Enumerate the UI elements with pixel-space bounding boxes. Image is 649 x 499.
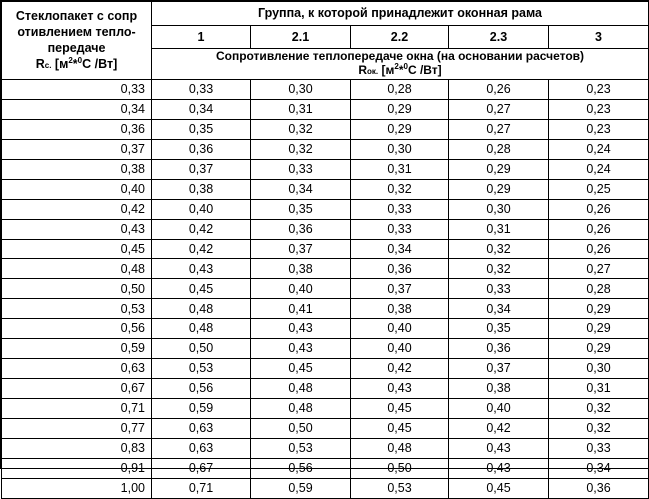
window-resistance-cell: 0,37 — [449, 359, 549, 379]
window-resistance-cell: 0,31 — [549, 379, 649, 399]
window-resistance-cell: 0,29 — [549, 299, 649, 319]
window-resistance-cell: 0,31 — [351, 159, 449, 179]
table-body — [2, 80, 649, 499]
table-row — [2, 418, 649, 438]
heat-transfer-resistance-table — [1, 1, 649, 499]
window-resistance-cell: 0,36 — [549, 478, 649, 498]
glass-unit-value-cell: 0,36 — [2, 119, 152, 139]
window-resistance-cell: 0,35 — [449, 319, 549, 339]
window-resistance-cell: 0,48 — [152, 299, 251, 319]
window-resistance-cell: 0,45 — [351, 418, 449, 438]
window-resistance-cell: 0,42 — [351, 359, 449, 379]
window-resistance-cell: 0,53 — [351, 478, 449, 498]
window-resistance-cell: 0,48 — [251, 379, 351, 399]
group-header-cell: 3 — [549, 26, 649, 49]
window-resistance-cell: 0,71 — [152, 478, 251, 498]
window-resistance-cell: 0,28 — [449, 139, 549, 159]
table-row — [2, 319, 649, 339]
window-resistance-cell: 0,24 — [549, 159, 649, 179]
window-resistance-cell: 0,38 — [152, 179, 251, 199]
glass-unit-value-cell: 0,40 — [2, 179, 152, 199]
window-resistance-cell: 0,36 — [351, 259, 449, 279]
window-resistance-cell: 0,48 — [152, 319, 251, 339]
window-resistance-cell: 0,33 — [351, 199, 449, 219]
corner-unit: Rс. [$м^2*^0С$ /Вт] — [35, 55, 118, 71]
window-resistance-cell: 0,31 — [449, 219, 549, 239]
window-resistance-cell: 0,33 — [351, 219, 449, 239]
table-row — [2, 179, 649, 199]
window-resistance-cell: 0,43 — [251, 339, 351, 359]
window-resistance-title-text: Сопротивление теплопередаче окна (на основании расчетов) — [215, 49, 585, 63]
window-resistance-cell: 0,43 — [449, 438, 549, 458]
window-resistance-cell: 0,34 — [152, 99, 251, 119]
window-resistance-cell: 0,38 — [251, 259, 351, 279]
table-row — [2, 399, 649, 419]
group-header-cell: 1 — [152, 26, 251, 49]
window-resistance-cell: 0,29 — [351, 119, 449, 139]
window-resistance-cell: 0,56 — [152, 379, 251, 399]
window-resistance-cell: 0,35 — [152, 119, 251, 139]
window-resistance-cell: 0,41 — [251, 299, 351, 319]
glass-unit-resistance-header — [2, 2, 152, 80]
glass-unit-value-cell: 0,83 — [2, 438, 152, 458]
window-resistance-cell: 0,36 — [449, 339, 549, 359]
window-resistance-cell: 0,32 — [251, 139, 351, 159]
glass-unit-value-cell: 0,91 — [2, 458, 152, 478]
table-row — [2, 199, 649, 219]
window-resistance-cell: 0,36 — [152, 139, 251, 159]
window-resistance-cell: 0,33 — [449, 279, 549, 299]
window-resistance-cell: 0,32 — [351, 179, 449, 199]
window-resistance-cell: 0,23 — [549, 99, 649, 119]
table-row — [2, 279, 649, 299]
window-resistance-cell: 0,43 — [351, 379, 449, 399]
window-resistance-cell: 0,63 — [152, 418, 251, 438]
window-resistance-cell: 0,28 — [549, 279, 649, 299]
table-row — [2, 478, 649, 498]
window-resistance-cell: 0,28 — [351, 80, 449, 100]
window-resistance-cell: 0,63 — [152, 438, 251, 458]
window-resistance-cell: 0,27 — [549, 259, 649, 279]
glass-unit-value-cell: 0,71 — [2, 399, 152, 419]
window-resistance-cell: 0,40 — [351, 339, 449, 359]
window-resistance-cell: 0,53 — [251, 438, 351, 458]
window-resistance-cell: 0,32 — [549, 399, 649, 419]
window-resistance-cell: 0,23 — [549, 80, 649, 100]
table-row — [2, 438, 649, 458]
window-resistance-cell: 0,33 — [251, 159, 351, 179]
window-resistance-cell: 0,50 — [351, 458, 449, 478]
window-resistance-cell: 0,29 — [449, 159, 549, 179]
window-resistance-cell: 0,33 — [549, 438, 649, 458]
table-row — [2, 119, 649, 139]
table-row — [2, 379, 649, 399]
glass-unit-value-cell: 0,34 — [2, 99, 152, 119]
table-row — [2, 458, 649, 478]
window-resistance-cell: 0,30 — [351, 139, 449, 159]
glass-unit-value-cell: 0,42 — [2, 199, 152, 219]
window-resistance-cell: 0,33 — [152, 80, 251, 100]
group-header-cell: 2.3 — [449, 26, 549, 49]
frame-group-title: Группа, к которой принадлежит оконная рама — [152, 2, 649, 26]
glass-unit-value-cell: 0,56 — [2, 319, 152, 339]
window-resistance-cell: 0,26 — [549, 239, 649, 259]
window-resistance-cell: 0,25 — [549, 179, 649, 199]
window-resistance-cell: 0,43 — [152, 259, 251, 279]
window-resistance-cell: 0,45 — [152, 279, 251, 299]
window-resistance-cell: 0,37 — [351, 279, 449, 299]
window-resistance-cell: 0,32 — [449, 259, 549, 279]
window-resistance-cell: 0,27 — [449, 119, 549, 139]
window-resistance-cell: 0,59 — [251, 478, 351, 498]
window-resistance-cell: 0,40 — [449, 399, 549, 419]
glass-unit-value-cell: 0,53 — [2, 299, 152, 319]
glass-unit-value-cell: 1,00 — [2, 478, 152, 498]
glass-unit-value-cell: 0,38 — [2, 159, 152, 179]
glass-unit-value-cell: 0,48 — [2, 259, 152, 279]
window-resistance-cell: 0,42 — [449, 418, 549, 438]
table-row — [2, 219, 649, 239]
window-resistance-cell: 0,29 — [351, 99, 449, 119]
window-resistance-cell: 0,42 — [152, 239, 251, 259]
window-resistance-cell: 0,48 — [351, 438, 449, 458]
window-resistance-cell: 0,26 — [549, 199, 649, 219]
window-resistance-cell: 0,45 — [251, 359, 351, 379]
window-resistance-cell: 0,24 — [549, 139, 649, 159]
window-resistance-cell: 0,32 — [251, 119, 351, 139]
window-resistance-cell: 0,40 — [152, 199, 251, 219]
window-resistance-cell: 0,35 — [251, 199, 351, 219]
table-row — [2, 80, 649, 100]
window-resistance-cell: 0,38 — [449, 379, 549, 399]
table-row — [2, 339, 649, 359]
window-resistance-cell: 0,26 — [449, 80, 549, 100]
window-resistance-unit: Rок. [$м^2*^0С$ /Вт] — [358, 62, 442, 77]
window-resistance-cell: 0,40 — [251, 279, 351, 299]
window-resistance-cell: 0,43 — [251, 319, 351, 339]
window-resistance-cell: 0,59 — [152, 399, 251, 419]
window-resistance-cell: 0,45 — [449, 478, 549, 498]
glass-unit-value-cell: 0,77 — [2, 418, 152, 438]
corner-line-2: отивлением тепло- — [17, 24, 136, 39]
window-resistance-cell: 0,50 — [251, 418, 351, 438]
window-resistance-cell: 0,48 — [251, 399, 351, 419]
window-resistance-cell: 0,29 — [449, 179, 549, 199]
window-resistance-cell: 0,45 — [351, 399, 449, 419]
glass-unit-value-cell: 0,45 — [2, 239, 152, 259]
table-row — [2, 359, 649, 379]
window-resistance-cell: 0,27 — [449, 99, 549, 119]
window-resistance-cell: 0,32 — [449, 239, 549, 259]
window-resistance-cell: 0,34 — [351, 239, 449, 259]
table-row — [2, 239, 649, 259]
glass-unit-value-cell: 0,50 — [2, 279, 152, 299]
table-header — [2, 2, 649, 80]
window-resistance-cell: 0,37 — [152, 159, 251, 179]
window-resistance-cell: 0,30 — [449, 199, 549, 219]
table-row — [2, 259, 649, 279]
window-resistance-cell: 0,31 — [251, 99, 351, 119]
window-resistance-cell: 0,56 — [251, 458, 351, 478]
glass-unit-value-cell: 0,67 — [2, 379, 152, 399]
corner-line-1: Стеклопакет с сопр — [15, 8, 138, 23]
window-resistance-cell: 0,34 — [549, 458, 649, 478]
table-row — [2, 99, 649, 119]
window-resistance-cell: 0,37 — [251, 239, 351, 259]
corner-line-3: передаче — [47, 40, 106, 55]
table-row — [2, 299, 649, 319]
glass-unit-value-cell: 0,43 — [2, 219, 152, 239]
window-resistance-cell: 0,53 — [152, 359, 251, 379]
window-resistance-cell: 0,29 — [549, 339, 649, 359]
window-resistance-cell: 0,26 — [549, 219, 649, 239]
window-resistance-cell: 0,32 — [549, 418, 649, 438]
window-resistance-cell: 0,29 — [549, 319, 649, 339]
table-row — [2, 139, 649, 159]
window-resistance-cell: 0,34 — [449, 299, 549, 319]
glass-unit-value-cell: 0,33 — [2, 80, 152, 100]
window-resistance-cell: 0,38 — [351, 299, 449, 319]
glass-unit-value-cell: 0,37 — [2, 139, 152, 159]
window-resistance-cell: 0,36 — [251, 219, 351, 239]
window-resistance-cell: 0,43 — [449, 458, 549, 478]
glass-unit-value-cell: 0,59 — [2, 339, 152, 359]
group-header-cell: 2.2 — [351, 26, 449, 49]
window-resistance-title — [152, 49, 649, 80]
window-resistance-cell: 0,23 — [549, 119, 649, 139]
window-resistance-cell: 0,30 — [251, 80, 351, 100]
window-resistance-cell: 0,34 — [251, 179, 351, 199]
window-resistance-cell: 0,30 — [549, 359, 649, 379]
group-header-cell: 2.1 — [251, 26, 351, 49]
window-resistance-cell: 0,40 — [351, 319, 449, 339]
window-resistance-cell: 0,50 — [152, 339, 251, 359]
glass-unit-value-cell: 0,63 — [2, 359, 152, 379]
window-resistance-cell: 0,42 — [152, 219, 251, 239]
window-resistance-cell: 0,67 — [152, 458, 251, 478]
table-row — [2, 159, 649, 179]
